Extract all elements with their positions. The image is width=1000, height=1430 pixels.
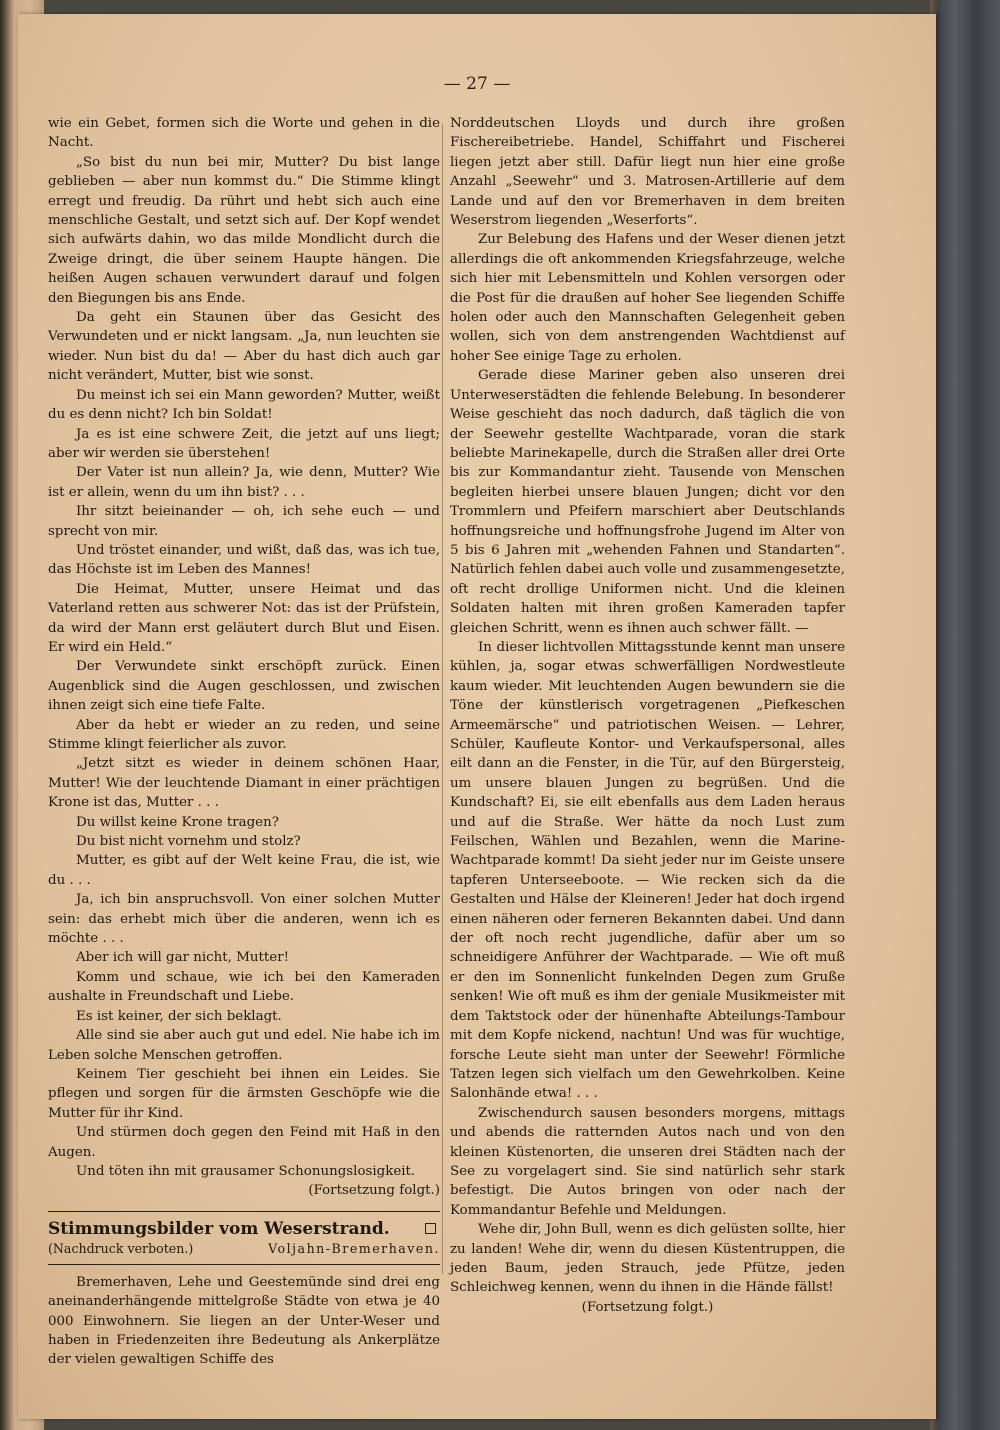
paragraph: Da geht ein Staunen über das Gesicht des Verwundeten und er nickt langsam. „Ja, nun leuchten sie wieder. Nun bist du da! — Aber du hast dich auch gar nicht verändert, Mutter, bist wie sonst.	[48, 310, 440, 384]
article-title	[48, 1218, 440, 1240]
article-title-text: Stimmungsbilder vom Weserstrand.	[48, 1218, 390, 1239]
continued-note: (Fortsetzung folgt.)	[581, 1299, 714, 1315]
paragraph: Ja es ist eine schwere Zeit, die jetzt auf uns liegt; aber wir werden sie überstehen!	[48, 426, 440, 461]
paragraph: Du meinst ich sei ein Mann geworden? Mutter, weißt du es denn nicht? Ich bin Soldat!	[48, 387, 440, 423]
paragraph: Die Heimat, Mutter, unsere Heimat und das Vaterland retten aus schwerer Not: das ist der Prüfstein, da wird der Mann erst geläutert durch Blut und Eisen. Er wird ein Held.“	[48, 581, 440, 655]
paragraph: Wehe dir, John Bull, wenn es dich gelüsten sollte, hier zu landen! Wehe dir, wenn du diesen Küstentruppen, die jeden Baum, jeden Strauch, jede Pfütze, jeden Schleichweg kennen, wenn du ihnen in die Hände fällst!	[450, 1222, 845, 1296]
paragraph: Der Verwundete sinkt erschöpft zurück. Einen Augenblick sind die Augen geschlossen, und zwischen ihnen zeigt sich eine tiefe Falte.	[48, 659, 440, 714]
page-number: — 27 —	[443, 74, 511, 94]
paragraph: Und tröstet einander, und wißt, daß das, was ich tue, das Höchste ist im Leben des Mannes!	[48, 542, 440, 578]
right-column	[450, 114, 845, 1317]
paragraph: Bremerhaven, Lehe und Geestemünde sind drei eng aneinanderhängende mittelgroße Städte von etwa je 40 000 Einwohnern. Sie liegen an der Unter-Weser und haben in Friedenzeiten ihre Bedeutung als Ankerplätze der vielen gewaltigen Schiffe des	[48, 1274, 440, 1368]
box-mark-icon	[425, 1223, 436, 1234]
paragraph: „So bist du nun bei mir, Mutter? Du bist lange geblieben — aber nun kommst du.“ Die Stimme klingt erregt und freudig. Da rührt und hebt sich auch eine menschliche Gestalt, und setzt sich auf. Der Kopf wendet sich aufwärts dahin, wo das milde Mondlicht durch die Zweige dringt, die über seinem Haupte hängen. Die heißen Augen schauen verwundert darauf und folgen den Biegungen bis ans Ende.	[48, 154, 440, 306]
paragraph: Der Vater ist nun allein? Ja, wie denn, Mutter? Wie ist er allein, wenn du um ihn bist? . . .	[48, 465, 440, 500]
column-divider	[442, 124, 443, 1274]
paragraph: Zwischendurch sausen besonders morgens, mittags und abends die ratternden Autos nach und von den kleinen Küstenorten, die unseren drei Städten nach der See zu vorgelagert sind. Sie sind natürlich sehr stark befestigt. Die Autos bringen von oder nach der Kommandantur Befehle und Meldungen.	[450, 1105, 845, 1218]
reprint-note: (Nachdruck verboten.)	[48, 1240, 194, 1256]
paragraph: Norddeutschen Lloyds und durch ihre großen Fischereibetriebe. Handel, Schiffahrt und Fischerei liegen jetzt aber still. Dafür liegt nun hier eine große Anzahl „Seewehr“ und 3. Matrosen-Artillerie auf dem Lande und auf den vor Bremerhaven in dem breiten Weserstrom liegenden „Weserforts“.	[450, 116, 845, 229]
paragraph: Es ist keiner, der sich beklagt.	[76, 1008, 282, 1024]
book-binding	[930, 0, 1000, 1430]
paragraph: Komm und schaue, wie ich bei den Kameraden aushalte in Freundschaft und Liebe.	[48, 969, 440, 1005]
paragraph: Aber da hebt er wieder an zu reden, und seine Stimme klingt feierlicher als zuvor.	[48, 717, 440, 752]
paragraph: In dieser lichtvollen Mittagsstunde kennt man unsere kühlen, ja, sogar etwas schwerfälligen Nordwestleute kaum wieder. Mit leuchtenden Augen bewundern sie die Töne der künstlerisch vorgetragenen „Piefkeschen Armeemärsche“ und patriotischen Weisen. — Lehrer, Schüler, Kaufleute Kontor- und Verkaufspersonal, alles eilt dann an die Fenster, in die Tür, auf den Bürgersteig, um unsere blauen Jungen zu begrüßen. Und die Kundschaft? Ei, sie eilt ebenfalls aus dem Laden heraus und auf die Straße. Wer hätte da noch Lust zum Feilschen, Wählen und Bezahlen, wenn die Marine-Wachtparade kommt! Da sieht jeder nur im Geiste unsere tapferen Unterseeboote. — Wie recken sich da die Gestalten und Hälse der Kleineren! Jeder hat doch irgend einen näheren oder ferneren Bekannten dabei. Und dann der oft noch recht jugendliche, dafür aber um so schneidigere Anführer der Wachtparade. — Wie oft muß er den im Sonnenlicht funkelnden Degen zum Gruße senken! Wie oft muß es ihm der geniale Musikmeister mit dem Taktstock oder der hünenhafte Abteilungs-Tambour mit dem Kopfe nickend, nachtun! Und was für wuchtige, forsche Leute sieht man unter der Seewehr! Förmliche Tatzen legen sich vielfach um den Gewehrkolben. Keine Salonhände etwa! . . .	[450, 639, 845, 1102]
author: Voljahn-Bremerhaven.	[268, 1240, 440, 1256]
paragraph: Aber ich will gar nicht, Mutter!	[76, 950, 289, 966]
left-column	[48, 114, 440, 1370]
paragraph: Ja, ich bin anspruchsvoll. Von einer solchen Mutter sein: das erhebt mich über die anderen, wenn ich es möchte . . .	[48, 892, 440, 947]
paragraph: Zur Belebung des Hafens und der Weser dienen jetzt allerdings die oft ankommenden Kriegsfahrzeuge, welche sich hier mit Lebensmitteln und Kohlen versorgen oder die Post für die draußen auf hoher See liegenden Schiffe holen oder auch den Mannschaften Gelegenheit geben wollen, sich von dem anstrengenden Wachtdienst auf hoher See einige Tage zu erholen.	[450, 232, 845, 364]
paragraph: Alle sind sie aber auch gut und edel. Nie habe ich im Leben solche Menschen getroffen.	[48, 1028, 440, 1063]
paragraph: Mutter, es gibt auf der Welt keine Frau, die ist, wie du . . .	[48, 853, 440, 888]
paragraph: Gerade diese Mariner geben also unseren drei Unterweserstädten die fehlende Belebung. In besonderer Weise geschieht das noch dadurch, daß täglich die von der Seewehr gestellte Wachtparade, voran die stark beliebte Marinekapelle, durch die Straßen aller drei Orte bis zur Kommandantur zieht. Tausende von Menschen begleiten hierbei unsere blauen Jungen; dicht vor den Trommlern und Pfeifern marschiert aber Deutschlands hoffnungsreiche und hoffnungsfrohe Jugend im Alter von 5 bis 6 Jahren mit „wehenden Fahnen und Standarten“. Natürlich fehlen dabei auch volle und zusammengesetzte, oft recht drollige Uniformen nicht. Und die kleinen Soldaten halten mit ihren großen Kameraden tapfer gleichen Schritt, wenn es ihnen auch schwer fällt. —	[450, 368, 845, 636]
continued-note: (Fortsetzung folgt.)	[308, 1183, 440, 1199]
paragraph: Und töten ihn mit grausamer Schonungslosigkeit.	[76, 1163, 416, 1179]
paragraph: Und stürmen doch gegen den Feind mit Haß in den Augen.	[48, 1125, 440, 1160]
byline	[48, 1240, 440, 1258]
paragraph: Du willst keine Krone tragen?	[76, 814, 279, 830]
paragraph: „Jetzt sitzt es wieder in deinem schönen Haar, Mutter! Wie der leuchtende Diamant in einer prächtigen Krone ist das, Mutter . . .	[48, 756, 440, 811]
paragraph: Du bist nicht vornehm und stolz?	[76, 834, 301, 850]
article-separator	[48, 1211, 440, 1212]
paragraph: Ihr sitzt beieinander — oh, ich sehe euch — und sprecht von mir.	[48, 504, 440, 539]
book-page	[18, 14, 936, 1419]
byline-rule	[48, 1264, 440, 1265]
paragraph: wie ein Gebet, formen sich die Worte und gehen in die Nacht.	[48, 116, 440, 151]
paragraph: Keinem Tier geschieht bei ihnen ein Leides. Sie pflegen und sorgen für die ärmsten Geschöpfe wie die Mutter für ihr Kind.	[48, 1066, 440, 1121]
